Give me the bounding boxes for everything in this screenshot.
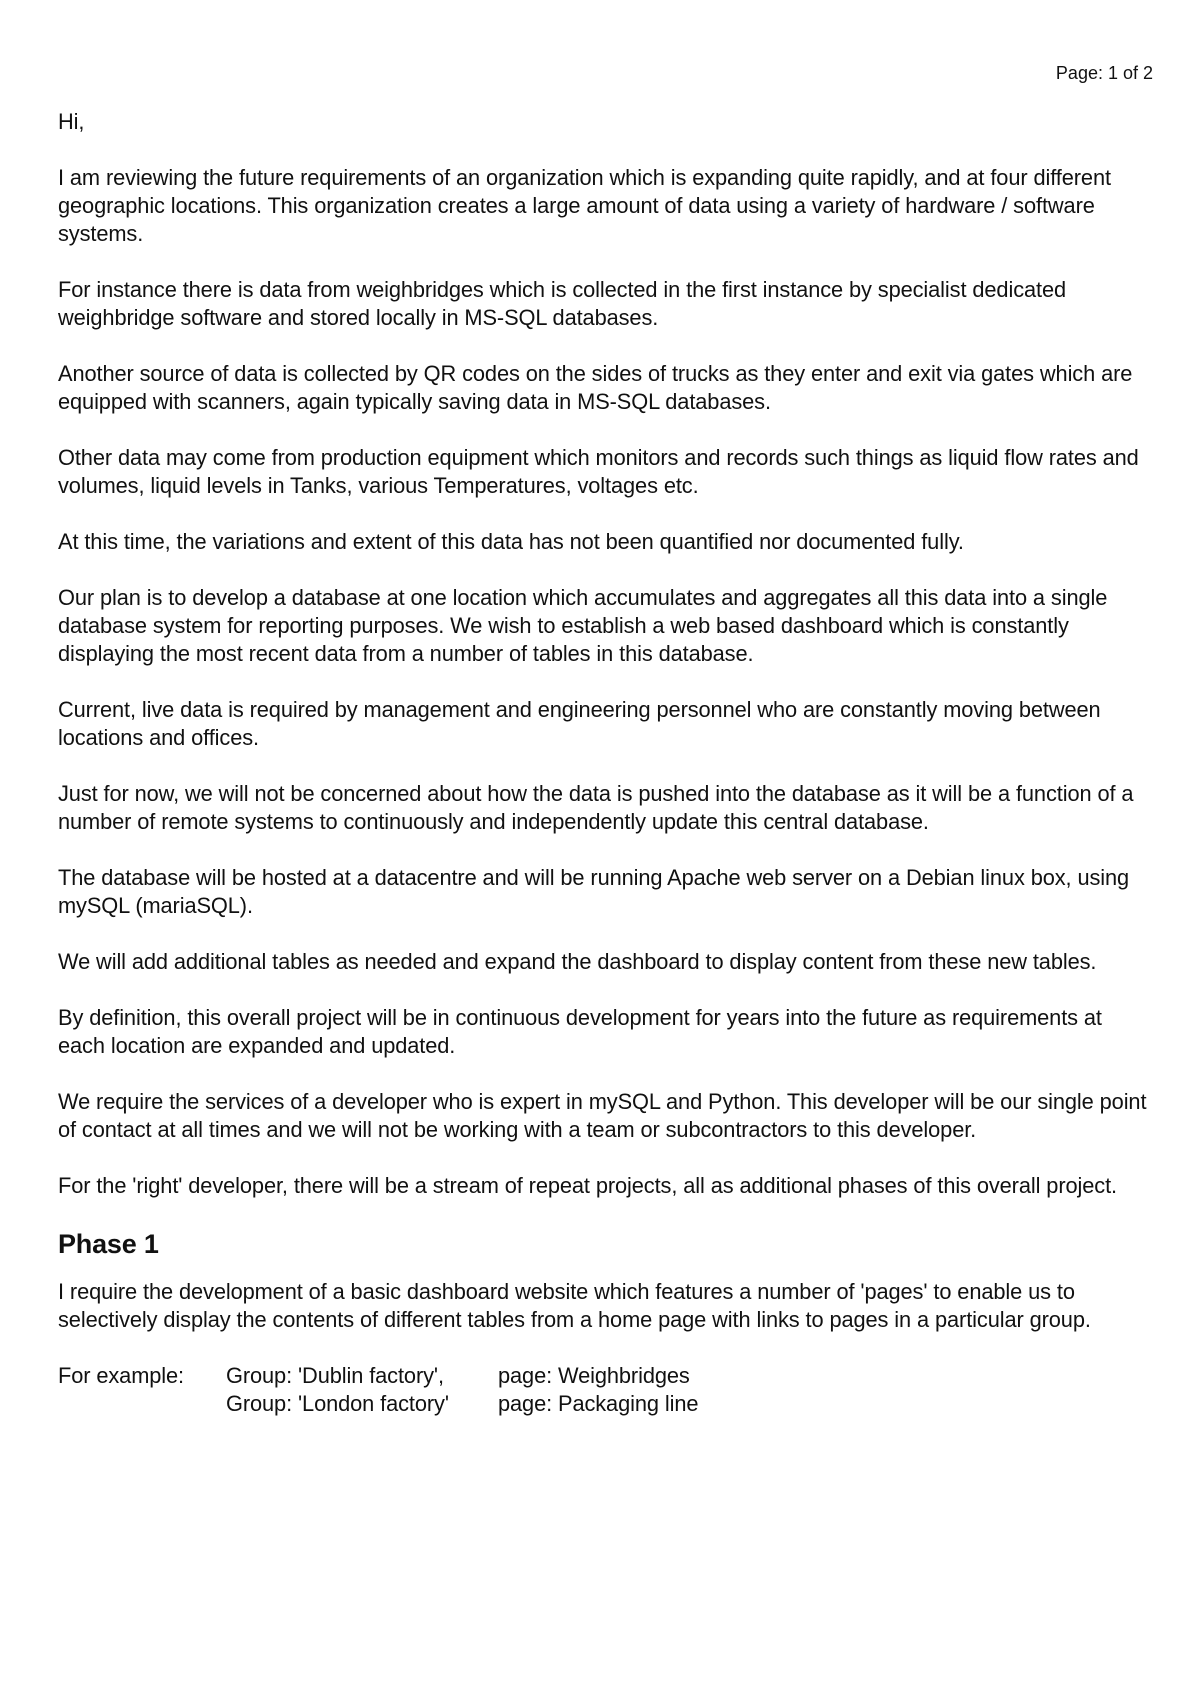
document-content: [58, 108, 1152, 1418]
paragraph-production-data: Other data may come from production equipment which monitors and records such things as liquid flow rates and volumes, liquid levels in Tanks, various Temperatures, voltages etc.: [58, 445, 1139, 498]
paragraph-developer-requirement: We require the services of a developer who is expert in mySQL and Python. This developer will be our single point of contact at all times and we will not be working with a team or subcontractors to this developer.: [58, 1089, 1147, 1142]
example-group: Group: 'London factory': [226, 1391, 449, 1416]
greeting: Hi,: [58, 109, 85, 134]
paragraph-remote-updates: Just for now, we will not be concerned about how the data is pushed into the database as it will be a function of a number of remote systems to continuously and independently update this central database.: [58, 781, 1134, 834]
paragraph-qr-code-data: Another source of data is collected by QR codes on the sides of trucks as they enter and exit via gates which are equipped with scanners, again typically saving data in MS-SQL databases.: [58, 361, 1133, 414]
paragraph-repeat-projects: For the 'right' developer, there will be a stream of repeat projects, all as additional phases of this overall project.: [58, 1173, 1117, 1198]
paragraph-live-data-requirement: Current, live data is required by management and engineering personnel who are constantly moving between locations and offices.: [58, 697, 1101, 750]
paragraph-additional-tables: We will add additional tables as needed and expand the dashboard to display content from these new tables.: [58, 949, 1097, 974]
page-number: Page: 1 of 2: [1055, 63, 1153, 83]
example-page: page: Weighbridges: [498, 1363, 690, 1388]
example-row: [58, 1362, 1152, 1390]
example-group: Group: 'Dublin factory',: [226, 1363, 444, 1388]
paragraph-organization-review: I am reviewing the future requirements of an organization which is expanding quite rapidly, and at four different geographic locations. This organization creates a large amount of data using a variety of hardware / software systems.: [58, 165, 1111, 246]
phase-heading: Phase 1: [58, 1229, 159, 1259]
example-label-spacer: [58, 1390, 226, 1418]
paragraph-database-plan: Our plan is to develop a database at one location which accumulates and aggregates all this data into a single database system for reporting purposes. We wish to establish a web based dashboard which is constantly displaying the most recent data from a number of tables in this database.: [58, 585, 1108, 666]
paragraph-data-quantification: At this time, the variations and extent of this data has not been quantified nor documented fully.: [58, 529, 964, 554]
example-page: page: Packaging line: [498, 1391, 699, 1416]
phase-description: I require the development of a basic dashboard website which features a number of 'pages' to enable us to selectively display the contents of different tables from a home page with links to pages in a particular group.: [58, 1279, 1091, 1332]
paragraph-weighbridge-data: For instance there is data from weighbridges which is collected in the first instance by specialist dedicated weighbridge software and stored locally in MS-SQL databases.: [58, 277, 1067, 330]
paragraph-continuous-development: By definition, this overall project will be in continuous development for years into the future as requirements at each location are expanded and updated.: [58, 1005, 1102, 1058]
paragraph-hosting: The database will be hosted at a datacentre and will be running Apache web server on a Debian linux box, using mySQL (mariaSQL).: [58, 865, 1130, 918]
example-list: [58, 1362, 1152, 1418]
examples-label: For example:: [58, 1363, 184, 1388]
example-row: [58, 1390, 1152, 1418]
